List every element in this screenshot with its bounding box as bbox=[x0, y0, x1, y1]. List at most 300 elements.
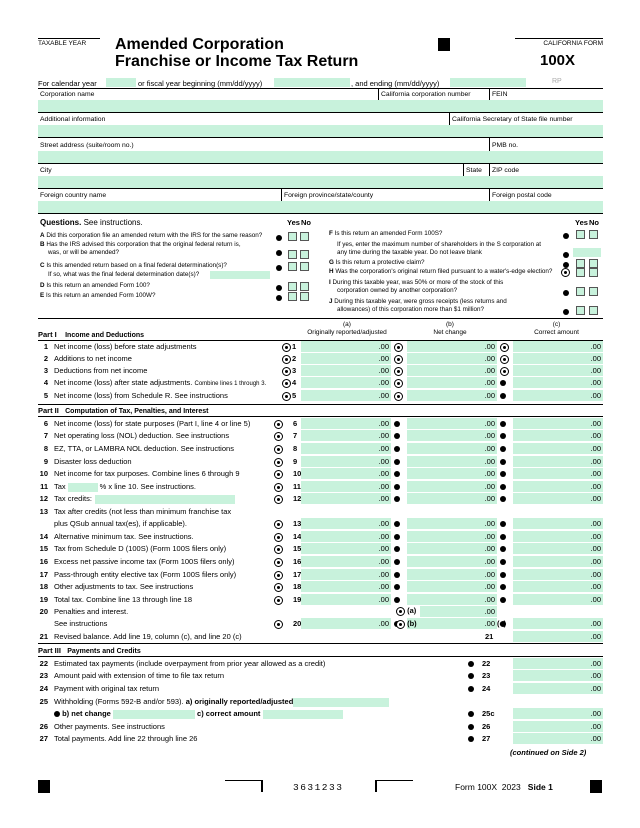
checkbox-i-yes[interactable] bbox=[576, 287, 585, 296]
line-number: 17 bbox=[39, 570, 48, 579]
line-description bbox=[54, 606, 128, 617]
line-9-col-b[interactable]: .00 bbox=[407, 456, 497, 467]
line-7-label bbox=[38, 430, 278, 441]
required-dot bbox=[394, 559, 400, 565]
federal-determination-date-input[interactable] bbox=[210, 271, 270, 279]
line-2-col-a[interactable]: .00 bbox=[301, 353, 391, 364]
checkbox-d-no[interactable] bbox=[300, 282, 309, 291]
taxable-year-label: TAXABLE YEAR bbox=[38, 38, 100, 47]
required-dot bbox=[500, 380, 506, 386]
line-ref-20: 20 bbox=[274, 618, 301, 629]
required-dot-i bbox=[563, 290, 569, 296]
line-ref-22: 22 bbox=[468, 658, 490, 669]
withholding-net-change-input[interactable] bbox=[113, 710, 195, 719]
line-description bbox=[54, 594, 192, 605]
question-f-cont1: If yes, enter the maximum number of shareholders in the S corporation at bbox=[337, 241, 542, 248]
line-16-col-c[interactable]: .00 bbox=[513, 556, 603, 567]
line-10-col-a[interactable]: .00 bbox=[301, 468, 391, 479]
line-17-col-c[interactable]: .00 bbox=[513, 569, 603, 580]
corner-mark-left bbox=[225, 780, 263, 792]
line-ref-12: 12 bbox=[274, 493, 301, 504]
line-21-col-c[interactable]: .00 bbox=[513, 631, 603, 642]
line-23-amount[interactable]: .00 bbox=[513, 670, 603, 681]
required-dot bbox=[274, 545, 283, 554]
question-d: D Is this return an amended Form 100? bbox=[40, 282, 150, 289]
col-c-marker bbox=[500, 354, 509, 364]
line-24-amount[interactable]: .00 bbox=[513, 683, 603, 694]
line-6-col-b[interactable]: .00 bbox=[407, 418, 497, 429]
line-7-col-b[interactable]: .00 bbox=[407, 430, 497, 441]
line-4-col-b[interactable]: .00 bbox=[407, 377, 497, 388]
line-ref-18: 18 bbox=[274, 581, 301, 592]
california-form-label: CALIFORNIA FORM bbox=[515, 38, 603, 47]
line-3-col-b[interactable]: .00 bbox=[407, 365, 497, 376]
line-16-col-a[interactable]: .00 bbox=[301, 556, 391, 567]
required-dot bbox=[468, 673, 474, 679]
col-c-marker bbox=[500, 391, 506, 400]
line-description bbox=[54, 365, 147, 376]
line-13-label bbox=[38, 506, 278, 517]
corner-mark-right bbox=[375, 780, 413, 792]
required-dot bbox=[274, 571, 283, 580]
line-number: 3 bbox=[43, 366, 48, 375]
line-text: plus QSub annual tax(es), if applicable). bbox=[54, 519, 187, 528]
line-16-label bbox=[38, 556, 278, 567]
line-20-col-b[interactable]: .00 bbox=[407, 618, 497, 629]
line-8-label bbox=[38, 443, 278, 454]
checkbox-j-yes[interactable] bbox=[576, 306, 585, 315]
col-b-marker bbox=[394, 570, 400, 579]
fein-label: FEIN bbox=[492, 91, 508, 98]
line-12-col-c[interactable]: .00 bbox=[513, 493, 603, 504]
line-description bbox=[54, 581, 193, 592]
corp-name-input[interactable] bbox=[38, 100, 603, 112]
checkbox-f-no[interactable] bbox=[589, 230, 598, 239]
required-dot bbox=[500, 546, 506, 552]
line-8-col-b[interactable]: .00 bbox=[407, 443, 497, 454]
col-b-marker bbox=[394, 469, 400, 478]
corp-name-label: Corporation name bbox=[40, 91, 95, 98]
col-b-marker bbox=[394, 494, 400, 503]
line-description bbox=[54, 418, 250, 429]
required-dot bbox=[500, 584, 506, 590]
line-number: 2 bbox=[43, 354, 48, 363]
fiscal-year-label: or fiscal year beginning (mm/dd/yyyy) bbox=[138, 79, 263, 88]
line-note: Combine lines 1 through 3. bbox=[194, 381, 267, 387]
required-dot bbox=[274, 583, 283, 592]
street-input[interactable] bbox=[38, 151, 603, 163]
line-4-col-c[interactable]: .00 bbox=[513, 377, 603, 388]
line-3-col-a[interactable]: .00 bbox=[301, 365, 391, 376]
line-text: Net income for tax purposes. Combine lines 6 through 9 bbox=[54, 469, 240, 478]
line-13-col-b[interactable]: .00 bbox=[407, 518, 497, 529]
line-20-col-c[interactable]: .00 bbox=[513, 618, 603, 629]
line-text: Net income (loss) from Schedule R. See instructions bbox=[54, 391, 228, 400]
col-c-marker bbox=[500, 378, 506, 387]
required-dot bbox=[500, 446, 506, 452]
line-3-col-c[interactable]: .00 bbox=[513, 365, 603, 376]
line-6-col-c[interactable]: .00 bbox=[513, 418, 603, 429]
line-11-col-a[interactable]: .00 bbox=[301, 481, 391, 492]
line-1-col-c[interactable]: .00 bbox=[513, 341, 603, 352]
line-21-label: 21 Revised balance. Add line 19, column (c), and line 20 (c) bbox=[39, 632, 242, 641]
line-19-col-b[interactable]: .00 bbox=[407, 594, 497, 605]
line-number: 18 bbox=[39, 582, 48, 591]
line-17-label bbox=[38, 569, 278, 580]
line-3-label bbox=[38, 365, 278, 376]
line-description bbox=[54, 543, 226, 554]
line-ref-16: 16 bbox=[274, 556, 301, 567]
line-24-label: 24 Payment with original tax return bbox=[39, 684, 160, 693]
line-text: Penalties and interest. bbox=[54, 607, 129, 616]
line-description bbox=[54, 531, 194, 542]
required-dot bbox=[282, 343, 291, 352]
checkbox-b-yes[interactable] bbox=[288, 250, 297, 259]
required-dot-c bbox=[276, 265, 282, 271]
checkbox-b-no[interactable] bbox=[300, 250, 309, 259]
line-14-col-b[interactable]: .00 bbox=[407, 531, 497, 542]
required-dot bbox=[468, 724, 474, 730]
required-dot bbox=[274, 558, 283, 567]
part1-heading: Part I Income and Deductions bbox=[38, 330, 145, 339]
required-dot bbox=[282, 392, 291, 401]
line-18-label bbox=[38, 581, 278, 592]
line-18-col-b[interactable]: .00 bbox=[407, 581, 497, 592]
required-dot bbox=[394, 597, 400, 603]
checkbox-g-no[interactable] bbox=[589, 259, 598, 268]
col-c-marker bbox=[500, 482, 506, 491]
col-b-marker bbox=[394, 431, 400, 440]
required-dot bbox=[274, 458, 283, 467]
line-number: 9 bbox=[43, 457, 48, 466]
line-text: See instructions bbox=[54, 619, 108, 628]
line-text: Excess net passive income tax (Form 100S filers only) bbox=[54, 557, 235, 566]
line-ref-19: 19 bbox=[274, 594, 301, 605]
line-text: Other adjustments to tax. See instructions bbox=[54, 582, 194, 591]
registration-mark-bottom-right bbox=[590, 780, 602, 793]
line-number: 15 bbox=[39, 544, 48, 553]
checkbox-c-yes[interactable] bbox=[288, 262, 297, 271]
line-text: Deductions from net income bbox=[54, 366, 148, 375]
line-25b-label: b) net change c) correct amount bbox=[38, 708, 458, 719]
line-ref-27: 27 bbox=[468, 733, 490, 744]
col-b-marker bbox=[394, 582, 400, 591]
col-b-marker bbox=[394, 557, 400, 566]
question-c-date: If so, what was the final federal determination date(s)? bbox=[48, 271, 200, 278]
checkbox-a-yes[interactable] bbox=[288, 232, 297, 241]
required-dot bbox=[500, 496, 506, 502]
line-20-col-a[interactable]: .00 bbox=[301, 618, 391, 629]
checkbox-a-no[interactable] bbox=[300, 232, 309, 241]
col-c-marker bbox=[500, 469, 506, 478]
line-description bbox=[54, 341, 197, 352]
line-text: Additions to net income bbox=[54, 354, 132, 363]
line-15-label bbox=[38, 543, 278, 554]
col-c-marker bbox=[500, 557, 506, 566]
line-ref-7: 7 bbox=[274, 430, 297, 441]
foreign-country-label: Foreign country name bbox=[40, 192, 107, 199]
line-ref-6: 6 bbox=[274, 418, 297, 429]
line-6-label bbox=[38, 418, 278, 429]
line-14-label bbox=[38, 531, 278, 542]
line-description bbox=[54, 430, 229, 441]
city-input[interactable] bbox=[38, 176, 603, 188]
required-dot-e bbox=[276, 295, 282, 301]
line-text: Alternative minimum tax. See instructions. bbox=[54, 532, 194, 541]
pmb-label: PMB no. bbox=[492, 142, 519, 149]
line-9-col-c[interactable]: .00 bbox=[513, 456, 603, 467]
line-description bbox=[54, 456, 132, 467]
line-ref-15: 15 bbox=[274, 543, 301, 554]
barcode-number: 3631233 bbox=[293, 782, 344, 793]
fiscal-end-input[interactable] bbox=[450, 78, 526, 87]
question-i-cont: corporation owned by another corporation? bbox=[337, 287, 458, 294]
line-description bbox=[54, 569, 236, 580]
line-11-col-c[interactable]: .00 bbox=[513, 481, 603, 492]
part3-heading: Part III Payments and Credits bbox=[38, 646, 141, 655]
line-text: Tax bbox=[54, 482, 66, 491]
line-5-col-a[interactable]: .00 bbox=[301, 390, 391, 401]
line-1-col-a[interactable]: .00 bbox=[301, 341, 391, 352]
line-ref-25c: 25c bbox=[468, 708, 495, 719]
required-dot bbox=[394, 534, 400, 540]
line-10-col-c[interactable]: .00 bbox=[513, 468, 603, 479]
required-dot bbox=[394, 355, 403, 364]
required-dot-a bbox=[276, 235, 282, 241]
required-dot bbox=[500, 421, 506, 427]
required-dot-j bbox=[563, 309, 569, 315]
checkbox-j-no[interactable] bbox=[589, 306, 598, 315]
line-19-col-a[interactable]: .00 bbox=[301, 594, 391, 605]
required-dot bbox=[274, 520, 283, 529]
title-line-2: Franchise or Income Tax Return bbox=[115, 53, 359, 70]
title-line-1: Amended Corporation bbox=[115, 36, 284, 53]
line-ref-26: 26 bbox=[468, 721, 490, 732]
line-description bbox=[54, 377, 266, 390]
col-b-header: (b) Net change bbox=[433, 321, 467, 336]
checkbox-h-no[interactable] bbox=[589, 268, 598, 277]
line-12-col-a[interactable]: .00 bbox=[301, 493, 391, 504]
line-text: Total tax. Combine line 13 through line 18 bbox=[54, 595, 193, 604]
checkbox-f-yes[interactable] bbox=[576, 230, 585, 239]
question-j-cont: allowances) of this corporation more than $1 million? bbox=[337, 306, 485, 313]
question-f-cont2: any time during the taxable year. Do not leave blank bbox=[337, 249, 482, 256]
line-text: Tax from Schedule D (100S) (Form 100S filers only) bbox=[54, 544, 227, 553]
line-ref-3: 3 bbox=[282, 365, 296, 376]
line-27-amount[interactable]: .00 bbox=[513, 733, 603, 744]
required-dot bbox=[274, 483, 283, 492]
part2-heading: Part II Computation of Tax, Penalties, and Interest bbox=[38, 406, 209, 415]
question-a: A Did this corporation file an amended return with the IRS for the same reason? bbox=[40, 232, 263, 239]
withholding-correct-amount-input[interactable] bbox=[263, 710, 343, 719]
line-13-col-c[interactable]: .00 bbox=[513, 518, 603, 529]
line-7-col-a[interactable]: .00 bbox=[301, 430, 391, 441]
required-dot bbox=[394, 546, 400, 552]
required-dot bbox=[394, 421, 400, 427]
line-20a-col-b[interactable]: .00 bbox=[420, 606, 497, 617]
line-number: 20 bbox=[39, 607, 48, 616]
required-dot bbox=[274, 470, 283, 479]
line-15-col-a[interactable]: .00 bbox=[301, 543, 391, 554]
line-9-col-a[interactable]: .00 bbox=[301, 456, 391, 467]
rp-label: RP bbox=[552, 78, 562, 85]
line-ref-23: 23 bbox=[468, 670, 490, 681]
city-label: City bbox=[40, 167, 52, 174]
additional-info-input[interactable] bbox=[38, 125, 603, 137]
line-number: 7 bbox=[43, 431, 48, 440]
sos-file-number-label: California Secretary of State file number bbox=[452, 116, 573, 123]
line-number: 11 bbox=[40, 482, 48, 491]
required-dot bbox=[500, 484, 506, 490]
line-18-col-c[interactable]: .00 bbox=[513, 581, 603, 592]
line-23-label: 23 Amount paid with extension of time to file tax return bbox=[39, 671, 225, 680]
line-25-label: 25 Withholding (Forms 592-B and/or 593). a) originally reported/adjusted bbox=[38, 696, 458, 707]
line-5-col-c[interactable]: .00 bbox=[513, 390, 603, 401]
required-dot bbox=[500, 367, 509, 376]
line-description bbox=[54, 618, 107, 629]
required-dot bbox=[394, 392, 403, 401]
line-16-col-b[interactable]: .00 bbox=[407, 556, 497, 567]
line-8-col-c[interactable]: .00 bbox=[513, 443, 603, 454]
line-7-col-c[interactable]: .00 bbox=[513, 430, 603, 441]
line-text: Disaster loss deduction bbox=[54, 457, 132, 466]
required-dot bbox=[468, 736, 474, 742]
line-11-col-b[interactable]: .00 bbox=[407, 481, 497, 492]
line-27-label: 27 Total payments. Add line 22 through line 26 bbox=[39, 734, 198, 743]
checkbox-g-yes[interactable] bbox=[576, 259, 585, 268]
required-dot bbox=[394, 433, 400, 439]
col-c-marker bbox=[500, 431, 506, 440]
required-dot bbox=[394, 379, 403, 388]
line-2-col-b[interactable]: .00 bbox=[407, 353, 497, 364]
question-h: H Was the corporation's original return filed pursuant to a water's-edge election? bbox=[329, 268, 553, 275]
line-6-col-a[interactable]: .00 bbox=[301, 418, 391, 429]
required-dot bbox=[274, 420, 283, 429]
shareholder-count-input[interactable] bbox=[573, 248, 601, 257]
line-number: 4 bbox=[43, 378, 48, 387]
checkbox-d-yes[interactable] bbox=[288, 282, 297, 291]
required-dot bbox=[394, 572, 400, 578]
tax-rate-input[interactable] bbox=[68, 483, 98, 492]
line-description bbox=[54, 353, 132, 364]
line-1-col-b[interactable]: .00 bbox=[407, 341, 497, 352]
line-22-amount[interactable]: .00 bbox=[513, 658, 603, 669]
line-15-col-c[interactable]: .00 bbox=[513, 543, 603, 554]
required-dot bbox=[394, 484, 400, 490]
col-c-header: (c) Correct amount bbox=[534, 321, 579, 336]
line-ref-24: 24 bbox=[468, 683, 490, 694]
required-dot-b bbox=[276, 250, 282, 256]
line-17-col-b[interactable]: .00 bbox=[407, 569, 497, 580]
line-15-col-b[interactable]: .00 bbox=[407, 543, 497, 554]
question-i: I During this taxable year, was 50% or more of the stock of this bbox=[329, 279, 504, 286]
line-20b-label: (b) bbox=[396, 618, 417, 629]
checkbox-e-yes[interactable] bbox=[288, 292, 297, 301]
required-dot bbox=[500, 572, 506, 578]
yes-header-right: Yes bbox=[575, 218, 588, 227]
required-dot bbox=[274, 596, 283, 605]
required-dot bbox=[274, 445, 283, 454]
required-dot bbox=[500, 433, 506, 439]
line-20-label bbox=[38, 606, 278, 617]
continued-note: (continued on Side 2) bbox=[510, 748, 587, 757]
line-4-col-a[interactable]: .00 bbox=[301, 377, 391, 388]
required-dot bbox=[500, 343, 509, 352]
tax-credits-input[interactable] bbox=[95, 495, 235, 504]
line-25c-amount[interactable]: .00 bbox=[513, 708, 603, 719]
street-label: Street address (suite/room no.) bbox=[40, 142, 134, 149]
col-c-marker bbox=[500, 457, 506, 466]
line-26-amount[interactable]: .00 bbox=[513, 721, 603, 732]
footer-form: Form 100X 2023 Side 1 bbox=[455, 782, 553, 792]
line-text: Net operating loss (NOL) deduction. See instructions bbox=[54, 431, 230, 440]
withholding-original-input[interactable] bbox=[293, 698, 389, 707]
line-number: 12 bbox=[39, 494, 48, 503]
no-header-left: No bbox=[301, 218, 311, 227]
line-22-label: 22 Estimated tax payments (include overpayment from prior year allowed as a credit) bbox=[39, 659, 326, 668]
required-dot bbox=[274, 620, 283, 629]
col-c-marker bbox=[500, 494, 506, 503]
required-dot-d bbox=[276, 285, 282, 291]
line-18-col-a[interactable]: .00 bbox=[301, 581, 391, 592]
col-b-marker bbox=[394, 366, 403, 376]
line-cont-8-label bbox=[38, 518, 278, 529]
col-b-marker bbox=[394, 391, 403, 401]
checkbox-e-no[interactable] bbox=[300, 292, 309, 301]
line-ref-21: 21 bbox=[485, 632, 494, 641]
required-dot bbox=[468, 711, 474, 717]
line-14-col-c[interactable]: .00 bbox=[513, 531, 603, 542]
calendar-year-input[interactable] bbox=[106, 78, 136, 87]
col-b-marker bbox=[394, 532, 400, 541]
additional-info-label: Additional information bbox=[40, 116, 106, 123]
ca-corp-number-label: California corporation number bbox=[381, 91, 471, 98]
checkbox-i-no[interactable] bbox=[589, 287, 598, 296]
line-description bbox=[54, 518, 187, 529]
line-description bbox=[54, 443, 234, 454]
line-12-col-b[interactable]: .00 bbox=[407, 493, 497, 504]
line-20c-label: (c) bbox=[497, 619, 507, 628]
checkbox-c-no[interactable] bbox=[300, 262, 309, 271]
foreign-country-input[interactable] bbox=[38, 201, 603, 213]
line-17-col-a[interactable]: .00 bbox=[301, 569, 391, 580]
line-14-col-a[interactable]: .00 bbox=[301, 531, 391, 542]
required-dot bbox=[500, 355, 509, 364]
line-26-label: 26 Other payments. See instructions bbox=[39, 722, 165, 731]
line-2-col-c[interactable]: .00 bbox=[513, 353, 603, 364]
line-description bbox=[54, 481, 196, 492]
question-c: C Is this amended return based on a final federal determination(s)? bbox=[40, 262, 227, 269]
line-ref-4: 4 bbox=[282, 377, 296, 388]
checkbox-h-yes[interactable] bbox=[576, 268, 585, 277]
col-c-marker bbox=[500, 342, 509, 352]
line-10-col-b[interactable]: .00 bbox=[407, 468, 497, 479]
line-cont-16-label bbox=[38, 618, 278, 629]
line-5-col-b[interactable]: .00 bbox=[407, 390, 497, 401]
question-j: J During this taxable year, were gross receipts (less returns and bbox=[329, 298, 507, 305]
fiscal-begin-input[interactable] bbox=[274, 78, 350, 87]
registration-mark-top bbox=[438, 38, 450, 51]
col-c-marker bbox=[500, 595, 506, 604]
line-8-col-a[interactable]: .00 bbox=[301, 443, 391, 454]
line-1-label bbox=[38, 341, 278, 352]
line-13-col-a[interactable]: .00 bbox=[301, 518, 391, 529]
line-ref-10: 10 bbox=[274, 468, 301, 479]
line-description bbox=[54, 493, 235, 504]
form-number: 100X bbox=[540, 52, 576, 69]
line-19-col-c[interactable]: .00 bbox=[513, 594, 603, 605]
line-number: 19 bbox=[39, 595, 48, 604]
